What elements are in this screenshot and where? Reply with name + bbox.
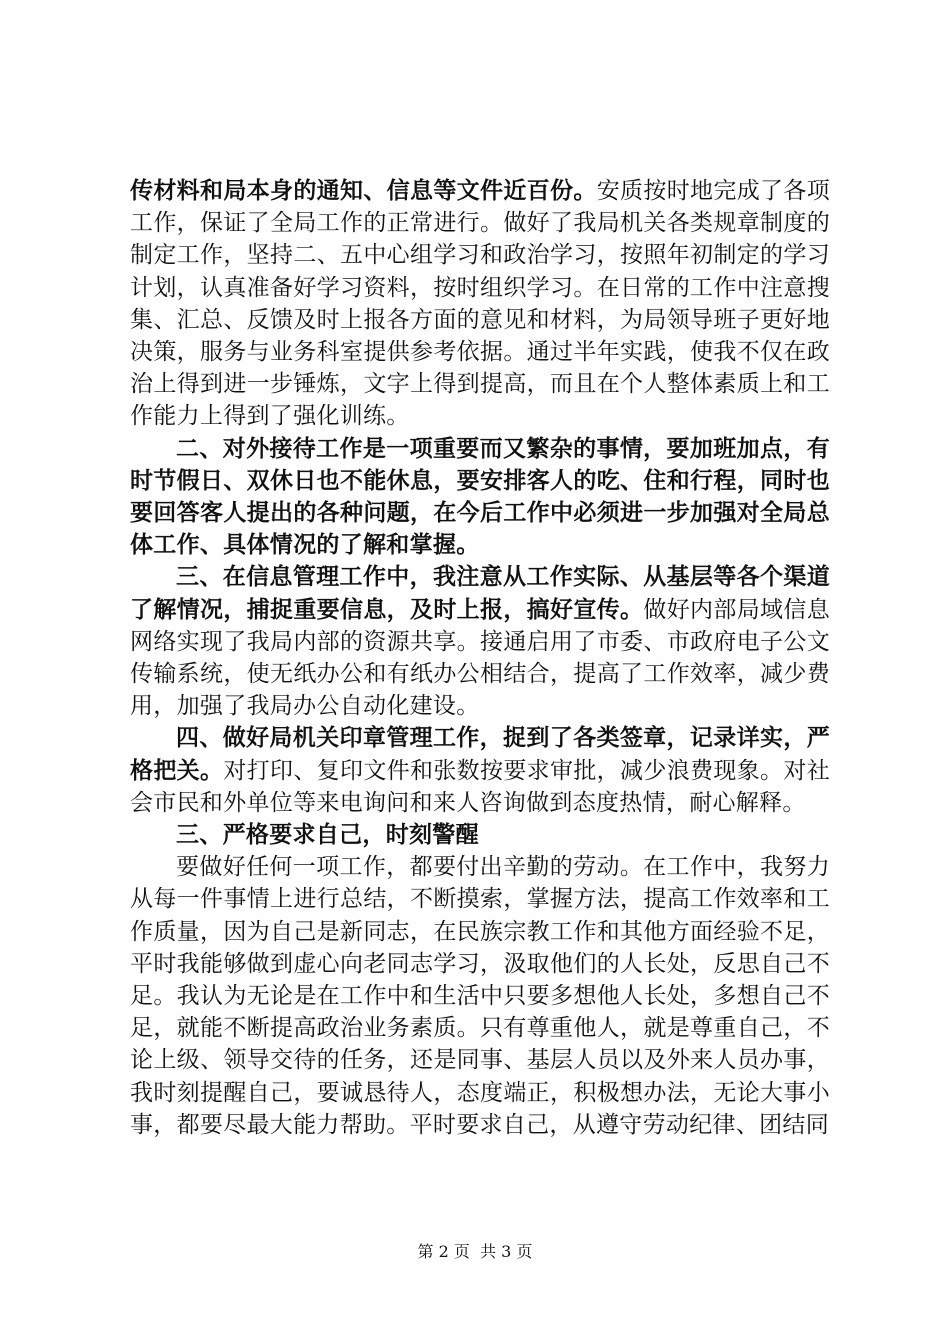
section-heading bbox=[130, 819, 830, 851]
paragraph-1-lead: 传材料和局本身的通知、信息等文件近百份。 bbox=[130, 177, 597, 204]
paragraph-3-body: 做好内部局域信息网络实现了我局内部的资源共享。接通启用了市委、市政府电子公文传输系统，使无纸办公和有纸办公相结合，提高了工作效率，减少费用，加强了我局办公自动化建设。 bbox=[130, 596, 830, 720]
paragraph-4 bbox=[130, 722, 830, 819]
page-footer bbox=[0, 1242, 950, 1262]
paragraph-2-lead: 二、对外接待工作是一项重要而又繁杂的事情，要加班加点，有时节假日、双休日也不能休息，要安排客人的吃、住和行程，同时也要回答客人提出的各种问题，在今后工作中必须进一步加强对全局总体工作、具体情况的了解和掌握。 bbox=[130, 434, 830, 559]
paragraph-3 bbox=[130, 561, 830, 722]
paragraph-4-body: 对打印、复印文件和张数按要求审批，减少浪费现象。对社会市民和外单位等来电询问和来人咨询做到态度热情，耐心解释。 bbox=[130, 757, 830, 816]
section-heading-text: 三、严格要求自己，时刻警醒 bbox=[176, 821, 479, 849]
paragraph-1 bbox=[130, 175, 830, 433]
paragraph-3-lead: 三、在信息管理工作中，我注意从工作实际、从基层等各个渠道了解情况，捕捉重要信息，及时上报，搞好宣传。 bbox=[130, 563, 830, 623]
document-body bbox=[130, 175, 830, 1141]
paragraph-5-body: 要做好任何一项工作，都要付出辛勤的劳动。在工作中，我努力从每一件事情上进行总结，不断摸索，掌握方法，提高工作效率和工作质量，因为自己是新同志，在民族宗教工作和其他方面经验不足，平时我能够做到虚心向老同志学习，汲取他们的人长处，反思自己不足。我认为无论是在工作中和生活中只要多想他人长处，多想自己不足，就能不断提高政治业务素质。只有尊重他人，就是尊重自己，不论上级、领导交待的任务，还是同事、基层人员以及外来人员办事，我时刻提醒自己，要诚恳待人，态度端正，积极想办法，无论大事小事，都要尽最大能力帮助。平时要求自己，从遵守劳动纪律、团结同 bbox=[130, 854, 830, 1138]
page-number-label: 第 2 页 共 3 页 bbox=[417, 1242, 533, 1261]
paragraph-1-body: 安质按时地完成了各项工作，保证了全局工作的正常进行。做好了我局机关各类规章制度的制定工作，坚持二、五中心组学习和政治学习，按照年初制定的学习计划，认真准备好学习资料，按时组织学习。在日常的工作中注意搜集、汇总、反馈及时上报各方面的意见和材料，为局领导班子更好地决策，服务与业务科室提供参考依据。通过半年实践，使我不仅在政治上得到进一步锤炼，文字上得到提高，而且在个人整体素质上和工作能力上得到了强化训练。 bbox=[130, 178, 831, 430]
paragraph-5 bbox=[130, 851, 830, 1141]
paragraph-2 bbox=[130, 433, 830, 562]
paragraph-4-lead: 四、做好局机关印章管理工作，捉到了各类签章，记录详实，严格把关。 bbox=[130, 724, 830, 784]
